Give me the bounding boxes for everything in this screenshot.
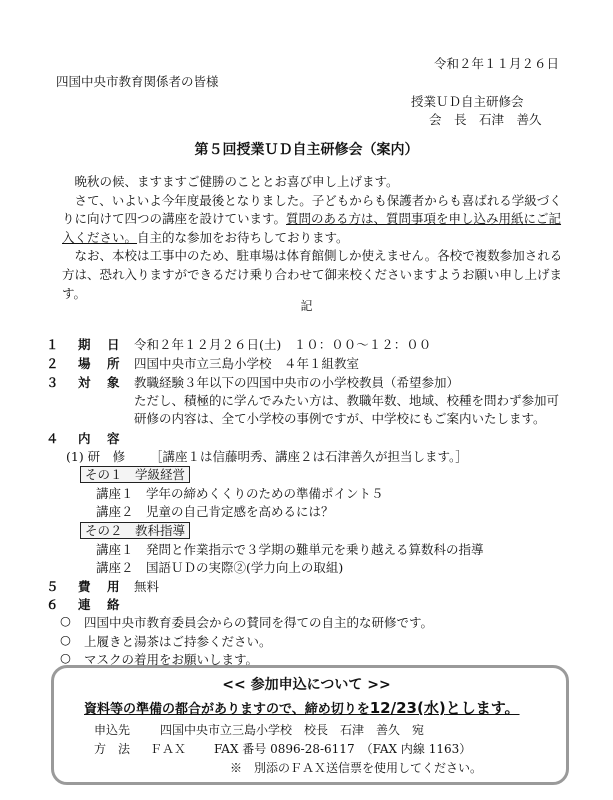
- lecturer-note: ［講座１は信藤明秀、講座２は石津善久が担当します。］: [150, 449, 468, 464]
- contact-bullet-2: ○: [60, 632, 71, 647]
- item-number-fee: ５: [46, 579, 59, 594]
- target-audience: 教職経験３年以下の四国中央市の小学校教員（希望参加）: [134, 375, 460, 390]
- deadline-date: 12/23(水): [369, 699, 446, 717]
- group-label-class-management: その１ 学級経営: [80, 466, 190, 483]
- application-title: << 参加申込について >>: [222, 677, 391, 693]
- training-subheading: (1) 研 修: [66, 449, 126, 464]
- item-label-date: 期 日: [78, 337, 122, 352]
- application-note: ※ 別添のＦＡＸ送信票を使用してください。: [230, 761, 483, 775]
- target-note-1: ただし、積極的に学んでみたい方は、教職年数、地域、校種を問わず参加可: [134, 393, 560, 408]
- application-to-value: 四国中央市立三島小学校 校長 石津 善久 宛: [160, 723, 425, 737]
- ki-marker: 記: [300, 299, 313, 313]
- item-number-target: ３: [46, 375, 59, 390]
- lecture-class-1: 講座１ 学年の締めくくりのための準備ポイント５: [96, 486, 384, 501]
- intro-text: さて、いよいよ今年度最後となりました。子どもからも保護者からも喜ばれる学級づくりに向けて四つの講座を設けています。: [62, 192, 562, 227]
- lecture-subject-1: 講座１ 発問と作業指示で３学期の難単元を乗り越える算数科の指導: [96, 542, 484, 557]
- intro-closing: 自主的な参加をお待ちしております。: [137, 229, 349, 245]
- group-label-subject-teaching: その２ 教科指導: [80, 522, 190, 539]
- application-deadline: [84, 697, 520, 718]
- body-text: [62, 173, 572, 303]
- target-note-2: 研修の内容は、全て小学校の事例ですが、中学校にもご案内いたします。: [134, 411, 546, 426]
- application-method-value: ＦＡＸ: [150, 742, 187, 756]
- contact-note-1: 四国中央市教育委員会からの賛同を得ての自主的な研修です。: [84, 615, 434, 630]
- event-place: 四国中央市立三島小学校 ４年１組教室: [134, 356, 360, 371]
- item-number-place: ２: [46, 356, 59, 371]
- fee-value: 無料: [134, 579, 160, 594]
- item-label-contact: 連 絡: [78, 597, 122, 612]
- lecture-subject-2: 講座２ 国語ＵＤの実際②(学力向上の取組): [96, 560, 344, 575]
- item-label-target: 対 象: [78, 375, 122, 390]
- sender-organization: 授業ＵＤ自主研修会: [411, 94, 524, 109]
- question-request: 質問のある方は、質問事項を申し込み用紙にご記入ください。: [62, 211, 562, 245]
- item-number-content: ４: [46, 431, 59, 446]
- document-date: 令和２年１１月２６日: [433, 56, 559, 71]
- lecture-class-2: 講座２ 児童の自己肯定感を高めるには？: [96, 504, 334, 519]
- deadline-suffix: とします。: [445, 699, 520, 717]
- parking-paragraph: なお、本校は工事中のため、駐車場は体育館側しか使えません。各校で複数参加される方は、恐れ入りますができるだけ乗り合わせて御来校くださいますようお願い申し上げます。: [62, 248, 563, 301]
- intro-paragraph: [62, 192, 572, 248]
- document-title: 第５回授業ＵＤ自主研修会（案内）: [194, 142, 419, 158]
- sender-name: 会 長 石津 善久: [429, 112, 542, 127]
- application-fax-number: FAX 番号 0896-28-6117 （FAX 内線 1163）: [214, 742, 472, 756]
- deadline-text: 資料等の準備の都合がありますので、締め切りを: [84, 702, 370, 717]
- event-date: 令和２年１２月２６日(土) １０：００～１２：００: [134, 337, 432, 352]
- application-to-label: 申込先: [94, 723, 131, 737]
- item-label-content: 内 容: [78, 431, 122, 446]
- contact-bullet-1: ○: [60, 613, 71, 628]
- contact-bullet-3: ○: [60, 650, 71, 665]
- contact-note-2: 上履きと湯茶はご持参ください。: [84, 634, 272, 649]
- item-label-fee: 費 用: [78, 579, 122, 594]
- addressee: 四国中央市教育関係者の皆様: [56, 74, 219, 89]
- item-label-place: 場 所: [78, 356, 122, 371]
- contact-note-3: マスクの着用をお願いします。: [84, 652, 259, 667]
- item-number-contact: ６: [46, 597, 59, 612]
- application-method-label: 方 法: [94, 742, 131, 756]
- item-number-date: １: [46, 337, 59, 352]
- greeting-paragraph: 晩秋の候、ますますご健勝のこととお喜び申し上げます。: [74, 174, 399, 189]
